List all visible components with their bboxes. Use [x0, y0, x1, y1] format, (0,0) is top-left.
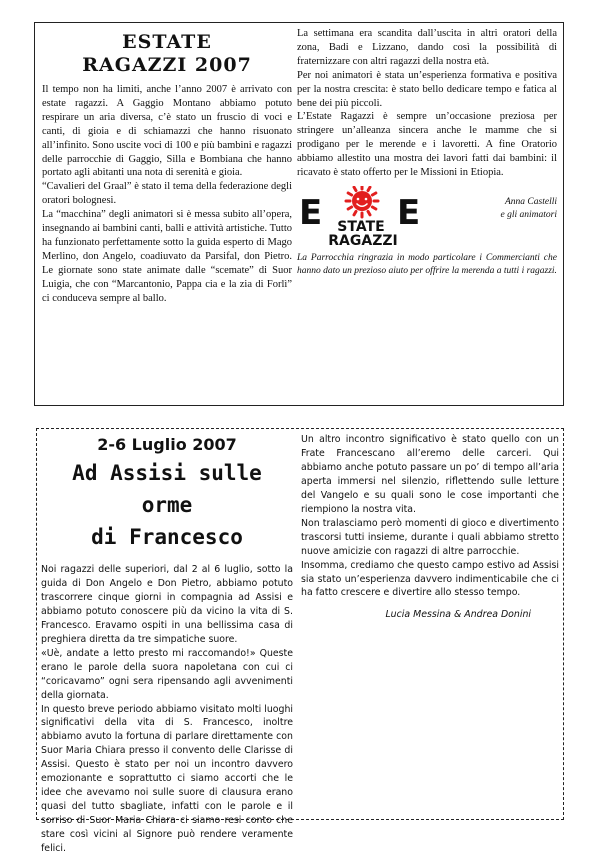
sun-ray — [372, 193, 375, 195]
estate-paragraph: “Cavalieri del Graal” è stato il tema della federazione degli oratori bolognesi. — [42, 181, 292, 207]
estate-signature-name: Anna Castelli — [505, 196, 557, 207]
assisi-date: 2-6 Luglio 2007 — [97, 435, 237, 454]
sun-ray — [354, 211, 356, 214]
assisi-paragraph: Un altro incontro significativo è stato quello con un Frate Francescano all’eremo delle carceri. Qui abbiamo anche potuto passare un po’ di tempo all’aria aperta immersi nel silenzio, riflettendo sulle letture del Vangelo e su quali sono le cose importanti che riempiono la nostra vita. — [301, 434, 559, 515]
assisi-paragraph: Insomma, crediamo che questo campo estivo ad Assisi sia stato un’esperienza davvero indimenticabile che ci ha fatto crescere e divertire allo stesso tempo. — [301, 559, 559, 599]
estate-title-line2: RAGAZZI 2007 — [82, 54, 252, 76]
estate-title-line1: ESTATE — [122, 31, 212, 53]
sun-icon — [346, 186, 378, 217]
assisi-signature: Lucia Messina & Andrea Donini — [385, 609, 531, 621]
estate-title — [42, 31, 292, 77]
sun-ray — [348, 193, 351, 195]
sun-ray — [368, 211, 370, 214]
sun-ray — [348, 207, 351, 209]
assisi-paragraph: In questo breve periodo abbiamo visitato molti luoghi significativi della vita di S. Francesco, inoltre abbiamo avuto la fortuna di parlare direttamente con Suor Maria Chiara presso il convento delle Clarisse di Assisi. Questo è stato per noi un incontro davvero emozionante e soprattutto ci siamo accorti che le idee che avevamo noi sulle suore di clausura erano quasi del tutto sbagliate, infatti con le parole e il sorriso di Suor Maria Chiara ci siamo resi conto che stare così vicini al Signore può rendere veramente felici. — [41, 703, 293, 855]
sun-ray — [368, 187, 370, 190]
estate-ragazzi-logo-icon — [297, 186, 427, 248]
logo-signature-row — [297, 186, 557, 252]
assisi-paragraph: «Uè, andate a letto presto mi raccomando!» Queste erano le parole della suora napoletana con cui ci “coricavamo” ogni sera ripensando agli avvenimenti della giornata. — [41, 647, 293, 701]
estate-thanks-note: La Parrocchia ringrazia in modo particolare i Commercianti che hanno dato un prezioso aiuto per offrire la merenda a tutti i ragazzi. — [297, 252, 557, 276]
assisi-paragraph: Non tralasciamo però momenti di gioco e divertimento trascorsi tutti insieme, durante i quali abbiamo stretto nuove amicizie con ragazzi di altre parrocchie. — [301, 517, 559, 557]
assisi-title-line2: di Francesco — [91, 525, 243, 549]
logo-letter-e-left: E — [299, 192, 323, 233]
logo-letter-e-right: E — [397, 192, 421, 233]
estate-signature-group: e gli animatori — [500, 209, 557, 220]
estate-paragraph: La settimana era scandita dall’uscita in altri oratori della zona, Badi e Lizzano, dando così la possibilità di fraternizzare con altri ragazzi della nostra età. — [297, 28, 557, 67]
estate-paragraph: Il tempo non ha limiti, anche l’anno 2007 è arrivato con estate ragazzi. A Gaggio Montano abbiamo potuto respirare un aria diversa, c’è stato un fruscio di voci e canti, di gioia e di schiamazzi che hanno risuonato all’infinito. Sono uscite voci di 100 e più bambini e ragazzi delle parrocchie di Gaggio, Silla e Bombiana che hanno portato agli abitanti una nota di serenità e gioia. — [42, 84, 292, 179]
assisi-title-line1: Ad Assisi sulle orme — [72, 461, 262, 517]
estate-paragraph: La “macchina” degli animatori si è messa subito all’opera, insegnando ai bambini canti, balli e attività artistiche. Tutto ha funzionato perfettamente sotto la guida esperto di Mago Merlino, don Angelo, coadiuvato da Parsifal, don Pietro. Le giornate sono state animate dalle “scemate” di Suor Luigia, che con “Marcantonio, Pappa cia e la zia di Forlì” ci conduceva sempre al ballo. — [42, 209, 292, 304]
assisi-paragraph: Noi ragazzi delle superiori, dal 2 al 6 luglio, sotto la guida di Don Angelo e Don Pietro, abbiamo potuto trascorrere cinque giorni in compagnia ad Assisi e abbiamo potuto conoscere più da vicino la vita di S. Francesco. Eravamo ospiti in una bellissima casa di preghiera diretta da tre simpatiche suore. — [41, 564, 293, 645]
logo-ragazzi-text: RAGAZZI — [328, 232, 398, 248]
logo-state-text: STATE — [337, 218, 385, 235]
assisi-right-column — [301, 433, 559, 622]
sun-ray — [372, 207, 375, 209]
assisi-article — [36, 428, 564, 855]
estate-ragazzi-article — [34, 22, 564, 406]
sun-ray — [354, 187, 356, 190]
estate-paragraph: L’Estate Ragazzi è sempre un’occasione preziosa per stringere un’alleanza sincera anche le mamme che si prodigano per le merende e i lavoretti. A fine Oratorio abbiamo allestito una mostra dei lavori fatti dai bambini: il ricavato è stato offerto per le Missioni in Etiopia. — [297, 111, 557, 179]
estate-right-column — [297, 27, 557, 278]
assisi-left-column — [41, 433, 293, 856]
assisi-title — [41, 457, 293, 553]
estate-paragraph: Per noi animatori è stata un’esperienza formativa e positiva per la nostra crescita: è stato bello dedicare tempo e fatica al bene dei più piccoli. — [297, 69, 557, 109]
estate-signature — [437, 196, 557, 222]
estate-left-column — [42, 27, 292, 306]
